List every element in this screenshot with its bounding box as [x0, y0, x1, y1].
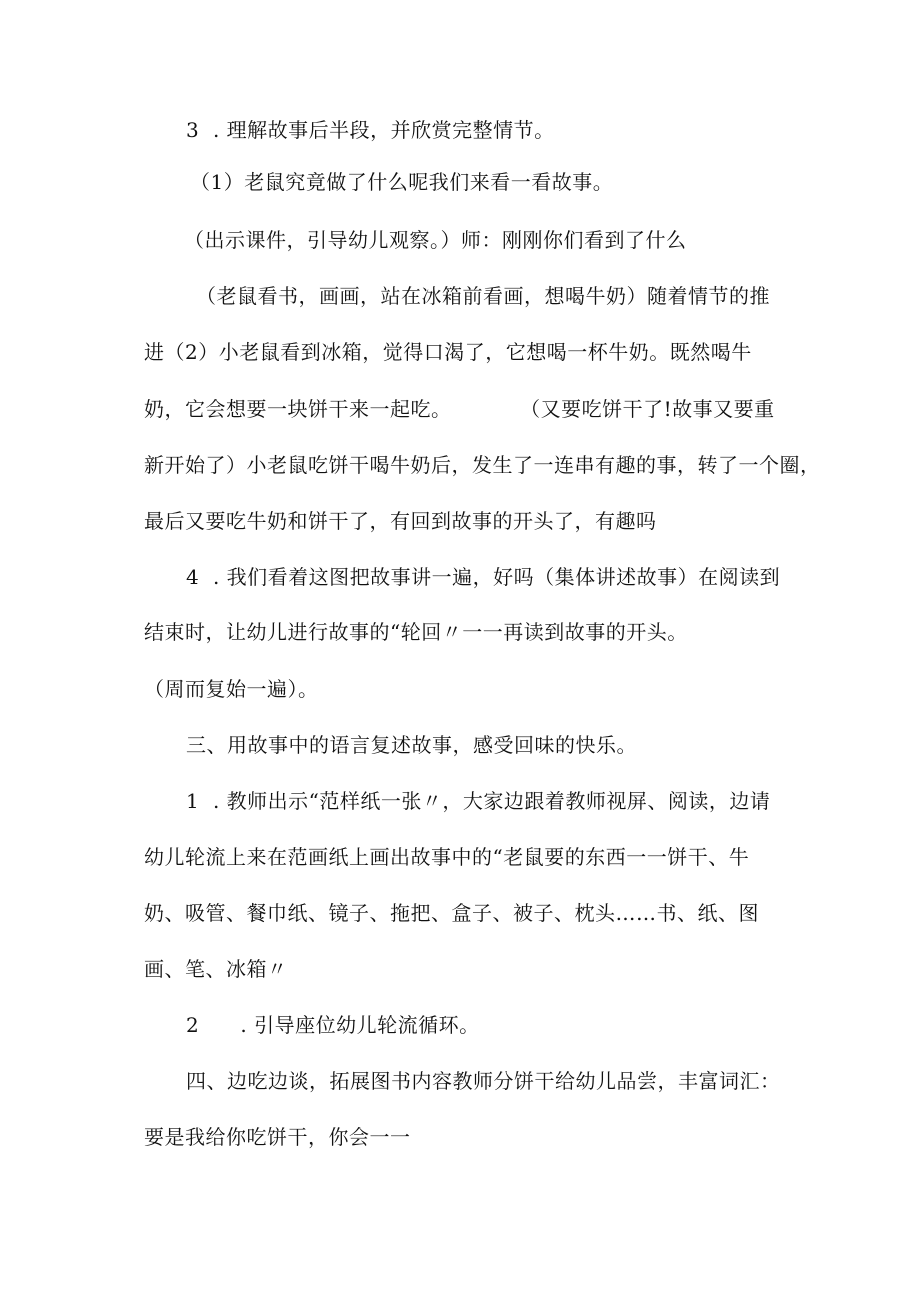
text-line: 1 . 教师出示“范样纸一张〃，大家边跟着教师视屏、阅读，边请	[186, 789, 771, 813]
text-line: 三、用故事中的语言复述故事，感受回味的快乐。	[186, 733, 637, 757]
text-line: 画、笔、冰箱〃	[144, 957, 288, 981]
text-line: 4 . 我们看着这图把故事讲一遍，好吗（集体讲述故事）在阅读到	[186, 565, 781, 589]
text-line: 奶、吸管、餐巾纸、镜子、拖把、盒子、被子、枕头……书、纸、图	[144, 901, 759, 925]
text-line: （出示课件，引导幼儿观察。）师：刚刚你们看到了什么	[184, 228, 687, 252]
text-line: 四、边吃边谈，拓展图书内容教师分饼干给幼儿品尝，丰富词汇：	[186, 1069, 781, 1093]
text-line: 2 . 引导座位幼儿轮流循环。	[186, 1013, 480, 1037]
text-line: 进（2）小老鼠看到冰箱，觉得口渴了，它想喝一杯牛奶。既然喝牛	[144, 340, 752, 364]
text-line: （老鼠看书，画画，站在冰箱前看画，想喝牛奶）随着情节的推	[196, 284, 770, 308]
text-line: 3 . 理解故事后半段，并欣赏完整情节。	[186, 118, 555, 142]
text-line: 最后又要吃牛奶和饼干了，有回到故事的开头了，有趣吗	[144, 509, 657, 533]
text-line: （周而复始一遍）。	[144, 677, 319, 701]
text-line: 新开始了）小老鼠吃饼干喝牛奶后，发生了一连串有趣的事，转了一个圈，	[144, 453, 821, 477]
text-line: （1）老鼠究竟做了什么呢我们来看一看故事。	[190, 170, 614, 194]
text-line: 幼儿轮流上来在范画纸上画出故事中的“老鼠要的东西一一饼干、牛	[144, 845, 750, 869]
text-line: 要是我给你吃饼干，你会一一	[144, 1125, 411, 1149]
text-line: 结束时，让幼儿进行故事的“轮回〃一一再读到故事的开头。	[144, 620, 688, 644]
text-line: 奶，它会想要一块饼干来一起吃。 （又要吃饼干了!故事又要重	[144, 397, 775, 421]
